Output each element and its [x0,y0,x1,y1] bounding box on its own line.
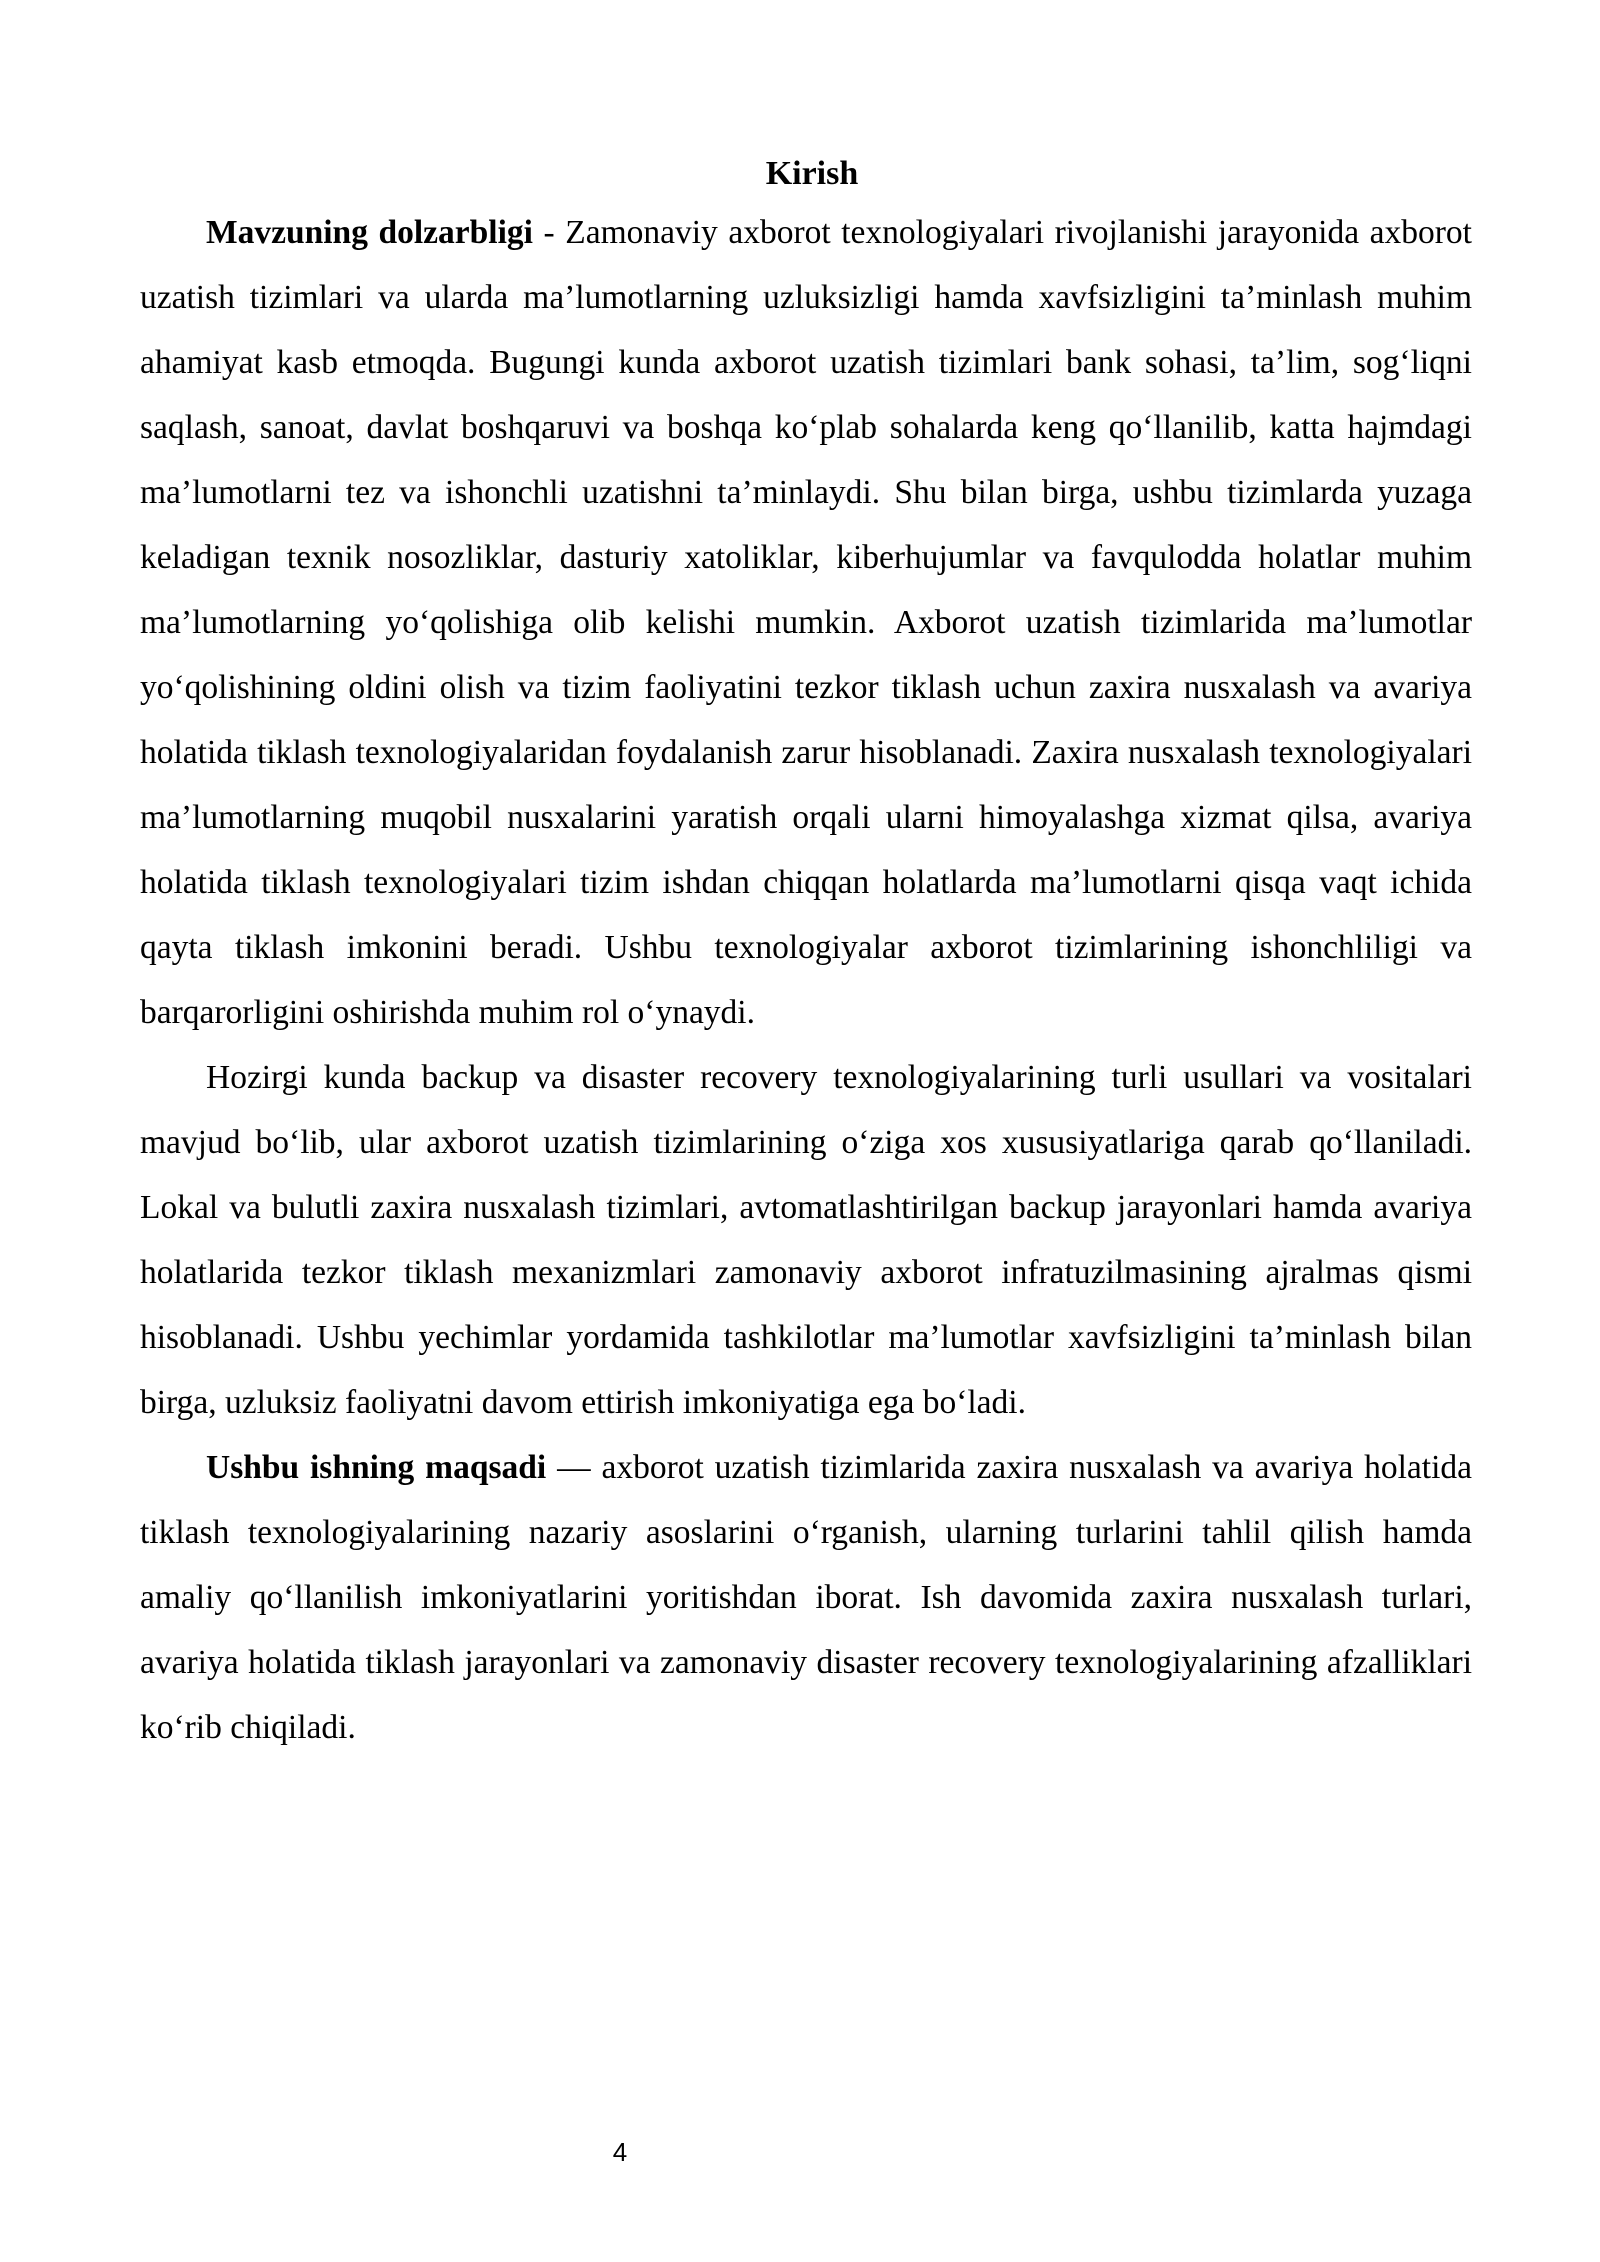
paragraph-lead-goal: Ushbu ishning maqsadi [206,1449,547,1486]
paragraph-technologies [140,1045,1472,1435]
paragraph-separator-goal: — [546,1449,602,1486]
paragraph-separator-relevance: - [532,214,566,251]
paragraph-text-relevance: Zamonaviy axborot texnologiyalari rivojlanishi jarayonida axborot uzatish tizimlari va ularda ma’lumotlarning uzluksizligi hamda xavfsizligini ta’minlash muhim ahamiyat kasb etmoqda. Bugungi kunda axborot uzatish tizimlari bank sohasi, ta’lim, sog‘liqni saqlash, sanoat, davlat boshqaruvi va boshqa ko‘plab sohalarda keng qo‘llanilib, katta hajmdagi ma’lumotlarni tez va ishonchli uzatishni ta’minlaydi. Shu bilan birga, ushbu tizimlarda yuzaga keladigan texnik nosozliklar, dasturiy xatoliklar, kiberhujumlar va favqulodda holatlar muhim ma’lumotlarning yo‘qolishiga olib kelishi mumkin. Axborot uzatish tizimlarida ma’lumotlar yo‘qolishining oldini olish va tizim faoliyatini tezkor tiklash uchun zaxira nusxalash va avariya holatida tiklash texnologiyalaridan foydalanish zarur hisoblanadi. Zaxira nusxalash texnologiyalari ma’lumotlarning muqobil nusxalarini yaratish orqali ularni himoyalashga xizmat qilsa, avariya holatida tiklash texnologiyalari tizim ishdan chiqqan holatlarda ma’lumotlarni qisqa vaqt ichida qayta tiklash imkonini beradi. Ushbu texnologiyalar axborot tizimlarining ishonchliligi va barqarorligini oshirishda muhim rol o‘ynaydi. [140,214,1472,1031]
paragraph-lead-relevance: Mavzuning dolzarbligi [206,214,533,251]
page-content [140,148,1472,1760]
section-title: Kirish [765,155,859,192]
paragraph-text-goal: axborot uzatish tizimlarida zaxira nusxalash va avariya holatida tiklash texnologiyalarining nazariy asoslarini o‘rganish, ularning turlarini tahlil qilish hamda amaliy qo‘llanilish imkoniyatlarini yoritishdan iborat. Ish davomida zaxira nusxalash turlari, avariya holatida tiklash jarayonlari va zamonaviy disaster recovery texnologiyalarining afzalliklari ko‘rib chiqiladi. [140,1449,1472,1746]
paragraph-text-technologies: Hozirgi kunda backup va disaster recovery texnologiyalarining turli usullari va vositalari mavjud bo‘lib, ular axborot uzatish tizimlarining o‘ziga xos xususiyatlariga qarab qo‘llaniladi. Lokal va bulutli zaxira nusxalash tizimlari, avtomatlashtirilgan backup jarayonlari hamda avariya holatlarida tezkor tiklash mexanizmlari zamonaviy axborot infratuzilmasining ajralmas qismi hisoblanadi. Ushbu yechimlar yordamida tashkilotlar ma’lumotlar xavfsizligini ta’minlash bilan birga, uzluksiz faoliyatni davom ettirish imkoniyatiga ega bo‘ladi. [140,1059,1472,1421]
page-number: 4 [612,2137,628,2167]
paragraph-relevance [140,200,1472,1045]
paragraph-goal [140,1435,1472,1760]
